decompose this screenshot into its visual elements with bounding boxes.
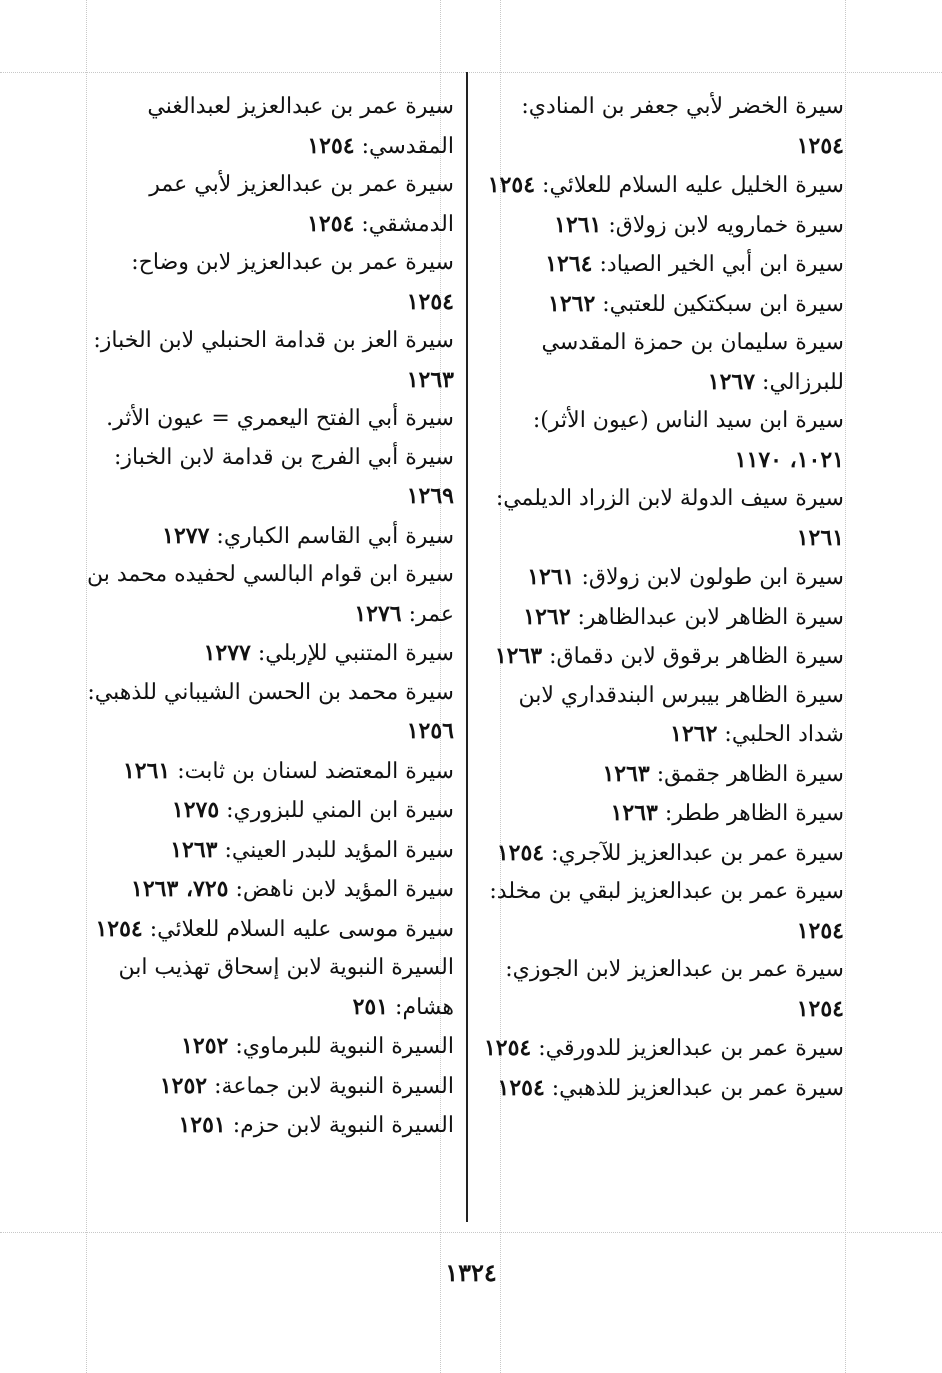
entry-page-numbers: ١٢٧٧	[203, 640, 251, 666]
entry-title: سيرة عمر بن عبدالعزيز لبقي بن مخلد:	[489, 879, 844, 904]
entry-title: سيرة ابن طولون لابن زولاق:	[581, 565, 844, 590]
index-entry	[82, 634, 454, 674]
index-entry	[82, 166, 454, 244]
entry-title: السيرة النبوية للبرماوي:	[235, 1034, 454, 1059]
entry-title: سيرة موسى عليه السلام للعلائي:	[149, 916, 454, 942]
entry-page-numbers: ١٢٧٥	[171, 797, 220, 823]
entry-page-numbers: ١٢٦١	[554, 211, 602, 238]
left-column	[82, 88, 454, 1146]
entry-title: سيرة الظاهر برقوق لابن دقماق:	[549, 644, 844, 669]
entry-page-numbers: ١٢٦٣	[494, 643, 543, 669]
entry-page-numbers: ١٢٥٤	[796, 132, 844, 159]
entry-page-numbers: ١٢٥٤	[307, 210, 355, 237]
entry-title: سيرة سليمان بن حمزة المقدسي للبرزالي:	[541, 330, 844, 395]
index-entry	[82, 1027, 454, 1067]
entry-title: سيرة ابن سبكتكين للعتبي:	[602, 291, 844, 317]
entry-title: سيرة المعتضد لسنان بن ثابت:	[177, 758, 454, 784]
entry-title: سيرة عمر بن عبدالعزيز للذهبي:	[551, 1075, 844, 1101]
entry-page-numbers: ١٢٥٤	[496, 839, 545, 866]
index-entry	[82, 400, 454, 439]
entry-title: سيرة ابن سيد الناس (عيون الأثر):	[532, 408, 844, 433]
entry-page-numbers: ١٢٥٤	[483, 1035, 532, 1061]
index-entry	[482, 1069, 844, 1109]
index-entry	[82, 831, 454, 871]
entry-page-numbers: ١٠٢١، ١١٧٠	[734, 446, 844, 473]
entry-title: سيرة المتنبي للإربلي:	[257, 641, 454, 666]
entry-page-numbers: ١٢٥٢	[181, 1033, 229, 1059]
entry-title: سيرة خمارويه لابن زولاق:	[608, 212, 844, 238]
entry-page-numbers: ١٢٧٧	[162, 522, 210, 549]
entry-page-numbers: ١٢٦٢	[523, 603, 571, 630]
index-entry	[82, 244, 454, 322]
entry-page-numbers: ١٢٦٩	[406, 483, 454, 509]
index-entry	[82, 870, 454, 910]
entry-title: سيرة الظاهر ططر:	[664, 801, 844, 826]
entry-title: سيرة محمد بن الحسن الشيباني للذهبي:	[87, 679, 454, 705]
entry-page-numbers: ١٢٦٣	[170, 836, 218, 863]
entry-title: السيرة النبوية لابن جماعة:	[214, 1073, 454, 1099]
entry-title: سيرة الخضر لأبي جعفر بن المنادي:	[521, 94, 844, 119]
guide-line	[0, 1232, 942, 1233]
index-entry	[482, 794, 844, 834]
index-entry	[482, 834, 844, 874]
index-entry	[482, 206, 844, 246]
entry-title: سيرة عمر بن عبدالعزيز لعبدالغني المقدسي:	[147, 94, 454, 159]
entry-title: سيرة الظاهر جقمق:	[656, 761, 844, 787]
page-number: ١٣٢٤	[445, 1258, 497, 1287]
entry-title: سيرة الخليل عليه السلام للعلائي:	[542, 173, 844, 198]
index-entry	[482, 677, 844, 755]
index-entry	[82, 88, 454, 166]
entry-title: سيرة عمر بن عبدالعزيز لأبي عمر الدمشقي:	[149, 172, 454, 237]
entry-title: السيرة النبوية لابن حزم:	[232, 1113, 454, 1138]
entry-title: السيرة النبوية لابن إسحاق تهذيب ابن هشام:	[118, 955, 454, 1020]
entry-page-numbers: ١٢٦٣	[602, 760, 650, 787]
index-entry	[82, 556, 454, 634]
entry-page-numbers: ١٢٦٣	[610, 800, 658, 826]
entry-title: سيرة الظاهر بيبرس البندقداري لابن شداد الحلبي:	[518, 682, 844, 747]
index-entry	[482, 166, 844, 206]
entry-title: سيرة ابن قوام البالسي لحفيده محمد بن عمر:	[87, 562, 454, 627]
entry-page-numbers: ١٢٥٤	[796, 917, 844, 944]
entry-title: سيرة العز بن قدامة الحنبلي لابن الخباز:	[93, 328, 454, 353]
entry-title: سيرة أبي القاسم الكباري:	[216, 523, 454, 549]
entry-page-numbers: ١٢٦٣	[406, 366, 454, 393]
index-entry	[82, 949, 454, 1027]
entry-page-numbers: ١٢٥٤	[497, 1074, 545, 1101]
entry-page-numbers: ١٢٥٦	[406, 718, 454, 744]
guide-line	[0, 72, 942, 73]
entry-page-numbers: ١٢٥٤	[796, 995, 844, 1022]
entry-page-numbers: ١٢٦١	[527, 564, 575, 590]
index-entry	[482, 598, 844, 638]
index-entry	[482, 637, 844, 677]
entry-page-numbers: ١٢٦١	[122, 757, 171, 784]
entry-page-numbers: ١٢٥٤	[487, 172, 536, 198]
index-entry	[482, 873, 844, 951]
entry-title: سيرة المؤيد للبدر العيني:	[224, 837, 454, 863]
entry-page-numbers: ١٢٦٢	[548, 290, 596, 317]
index-entry	[82, 791, 454, 831]
index-entry	[482, 480, 844, 558]
entry-page-numbers: ١٢٧٦	[354, 600, 402, 627]
entry-title: سيرة أبي الفتح اليعمري = عيون الأثر.	[106, 406, 454, 431]
index-entry	[82, 910, 454, 950]
entry-title: سيرة المؤيد لابن ناهض:	[235, 877, 454, 902]
index-entry	[82, 322, 454, 400]
entry-title: سيرة عمر بن عبدالعزيز لابن وضاح:	[131, 250, 454, 275]
right-column	[482, 88, 844, 1108]
entry-title: سيرة ابن أبي الخير الصياد:	[599, 252, 844, 277]
entry-page-numbers: ١٢٦١	[796, 524, 844, 551]
entry-title: سيرة سيف الدولة لابن الزراد الديلمي:	[495, 486, 844, 511]
entry-title: سيرة أبي الفرج بن قدامة لابن الخباز:	[114, 444, 454, 470]
index-entry	[482, 951, 844, 1029]
index-entry	[82, 1106, 454, 1146]
index-entry	[482, 88, 844, 166]
entry-page-numbers: ١٢٦٧	[707, 368, 756, 395]
entry-page-numbers: ١٢٥٤	[406, 288, 454, 315]
entry-title: سيرة عمر بن عبدالعزيز للدورقي:	[538, 1036, 844, 1061]
index-entry	[482, 245, 844, 285]
entry-page-numbers: ١٢٥٤	[307, 132, 355, 159]
column-divider	[466, 72, 468, 1222]
entry-title: سيرة الظاهر لابن عبدالظاهر:	[577, 604, 844, 630]
index-entry	[482, 558, 844, 598]
index-entry	[82, 674, 454, 752]
entry-page-numbers: ٢٥١	[352, 993, 389, 1020]
entry-page-numbers: ١٢٦٢	[670, 721, 718, 747]
index-entry	[482, 285, 844, 325]
index-entry	[482, 402, 844, 480]
index-entry	[82, 517, 454, 557]
index-entry	[82, 752, 454, 792]
index-entry	[482, 755, 844, 795]
entry-title: سيرة ابن المني للبزوري:	[226, 798, 454, 823]
index-entry	[482, 1029, 844, 1069]
entry-title: سيرة عمر بن عبدالعزيز للآجري:	[551, 840, 844, 866]
entry-page-numbers: ١٢٥٢	[159, 1072, 208, 1099]
index-entry	[482, 324, 844, 402]
index-entry	[82, 1067, 454, 1107]
entry-page-numbers: ١٢٥١	[178, 1112, 226, 1138]
index-entry	[82, 439, 454, 517]
entry-page-numbers: ١٢٥٤	[95, 915, 143, 942]
entry-page-numbers: ١٢٦٤	[545, 251, 593, 277]
entry-title: سيرة عمر بن عبدالعزيز لابن الجوزي:	[505, 957, 844, 982]
entry-page-numbers: ٧٢٥، ١٢٦٣	[131, 876, 229, 902]
guide-line	[845, 0, 846, 1373]
